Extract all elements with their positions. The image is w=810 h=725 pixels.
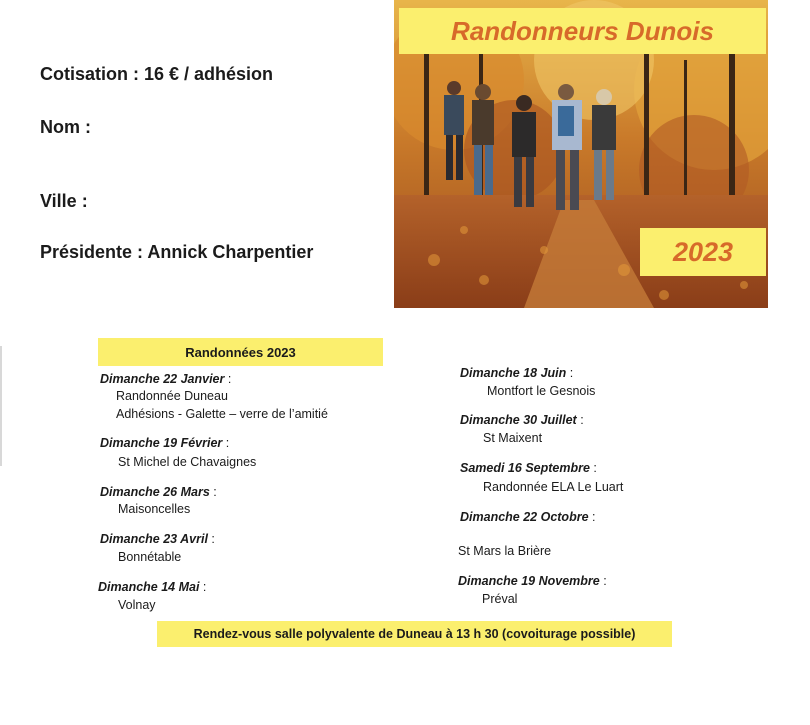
hike-place: Préval — [482, 592, 518, 606]
hike-place: St Maixent — [483, 431, 543, 445]
hike-date: Samedi 16 Septembre : — [460, 461, 597, 475]
presidente-text: Présidente : Annick Charpentier — [40, 242, 314, 262]
club-name-banner: Randonneurs Dunois — [399, 8, 766, 54]
hike-place: Randonnée ELA Le Luart — [483, 480, 624, 494]
hike-date: Dimanche 22 Octobre : — [460, 510, 596, 524]
hike-place: St Michel de Chavaignes — [118, 455, 257, 469]
year-badge: 2023 — [640, 228, 766, 276]
hike-date: Dimanche 23 Avril : — [100, 532, 215, 546]
hike-date: Dimanche 26 Mars : — [100, 485, 217, 499]
hike-date: Dimanche 18 Juin : — [460, 366, 574, 380]
hike-date: Dimanche 14 Mai : — [98, 580, 207, 594]
hike-date: Dimanche 30 Juillet : — [460, 413, 584, 427]
hike-place: Montfort le Gesnois — [487, 384, 596, 398]
rendezvous-banner: Rendez-vous salle polyvalente de Duneau à 13 h 30 (covoiturage possible) — [157, 621, 672, 647]
hike-place: Bonnétable — [118, 550, 182, 564]
ville-label: Ville : — [40, 191, 88, 211]
hike-place: Volnay — [118, 598, 156, 612]
nom-label: Nom : — [40, 117, 91, 137]
hike-date: Dimanche 19 Novembre : — [458, 574, 607, 588]
hike-date: Dimanche 19 Février : — [100, 436, 230, 450]
schedule-title: Randonnées 2023 — [98, 338, 383, 366]
cotisation-text: Cotisation : 16 € / adhésion — [40, 64, 274, 84]
hike-date: Dimanche 22 Janvier : — [100, 372, 232, 386]
scan-edge — [0, 346, 2, 466]
hike-note: Adhésions - Galette – verre de l’amitié — [116, 407, 328, 421]
hike-place: St Mars la Brière — [458, 544, 552, 558]
hike-place: Maisoncelles — [118, 502, 191, 516]
hike-place: Randonnée Duneau — [116, 389, 228, 403]
